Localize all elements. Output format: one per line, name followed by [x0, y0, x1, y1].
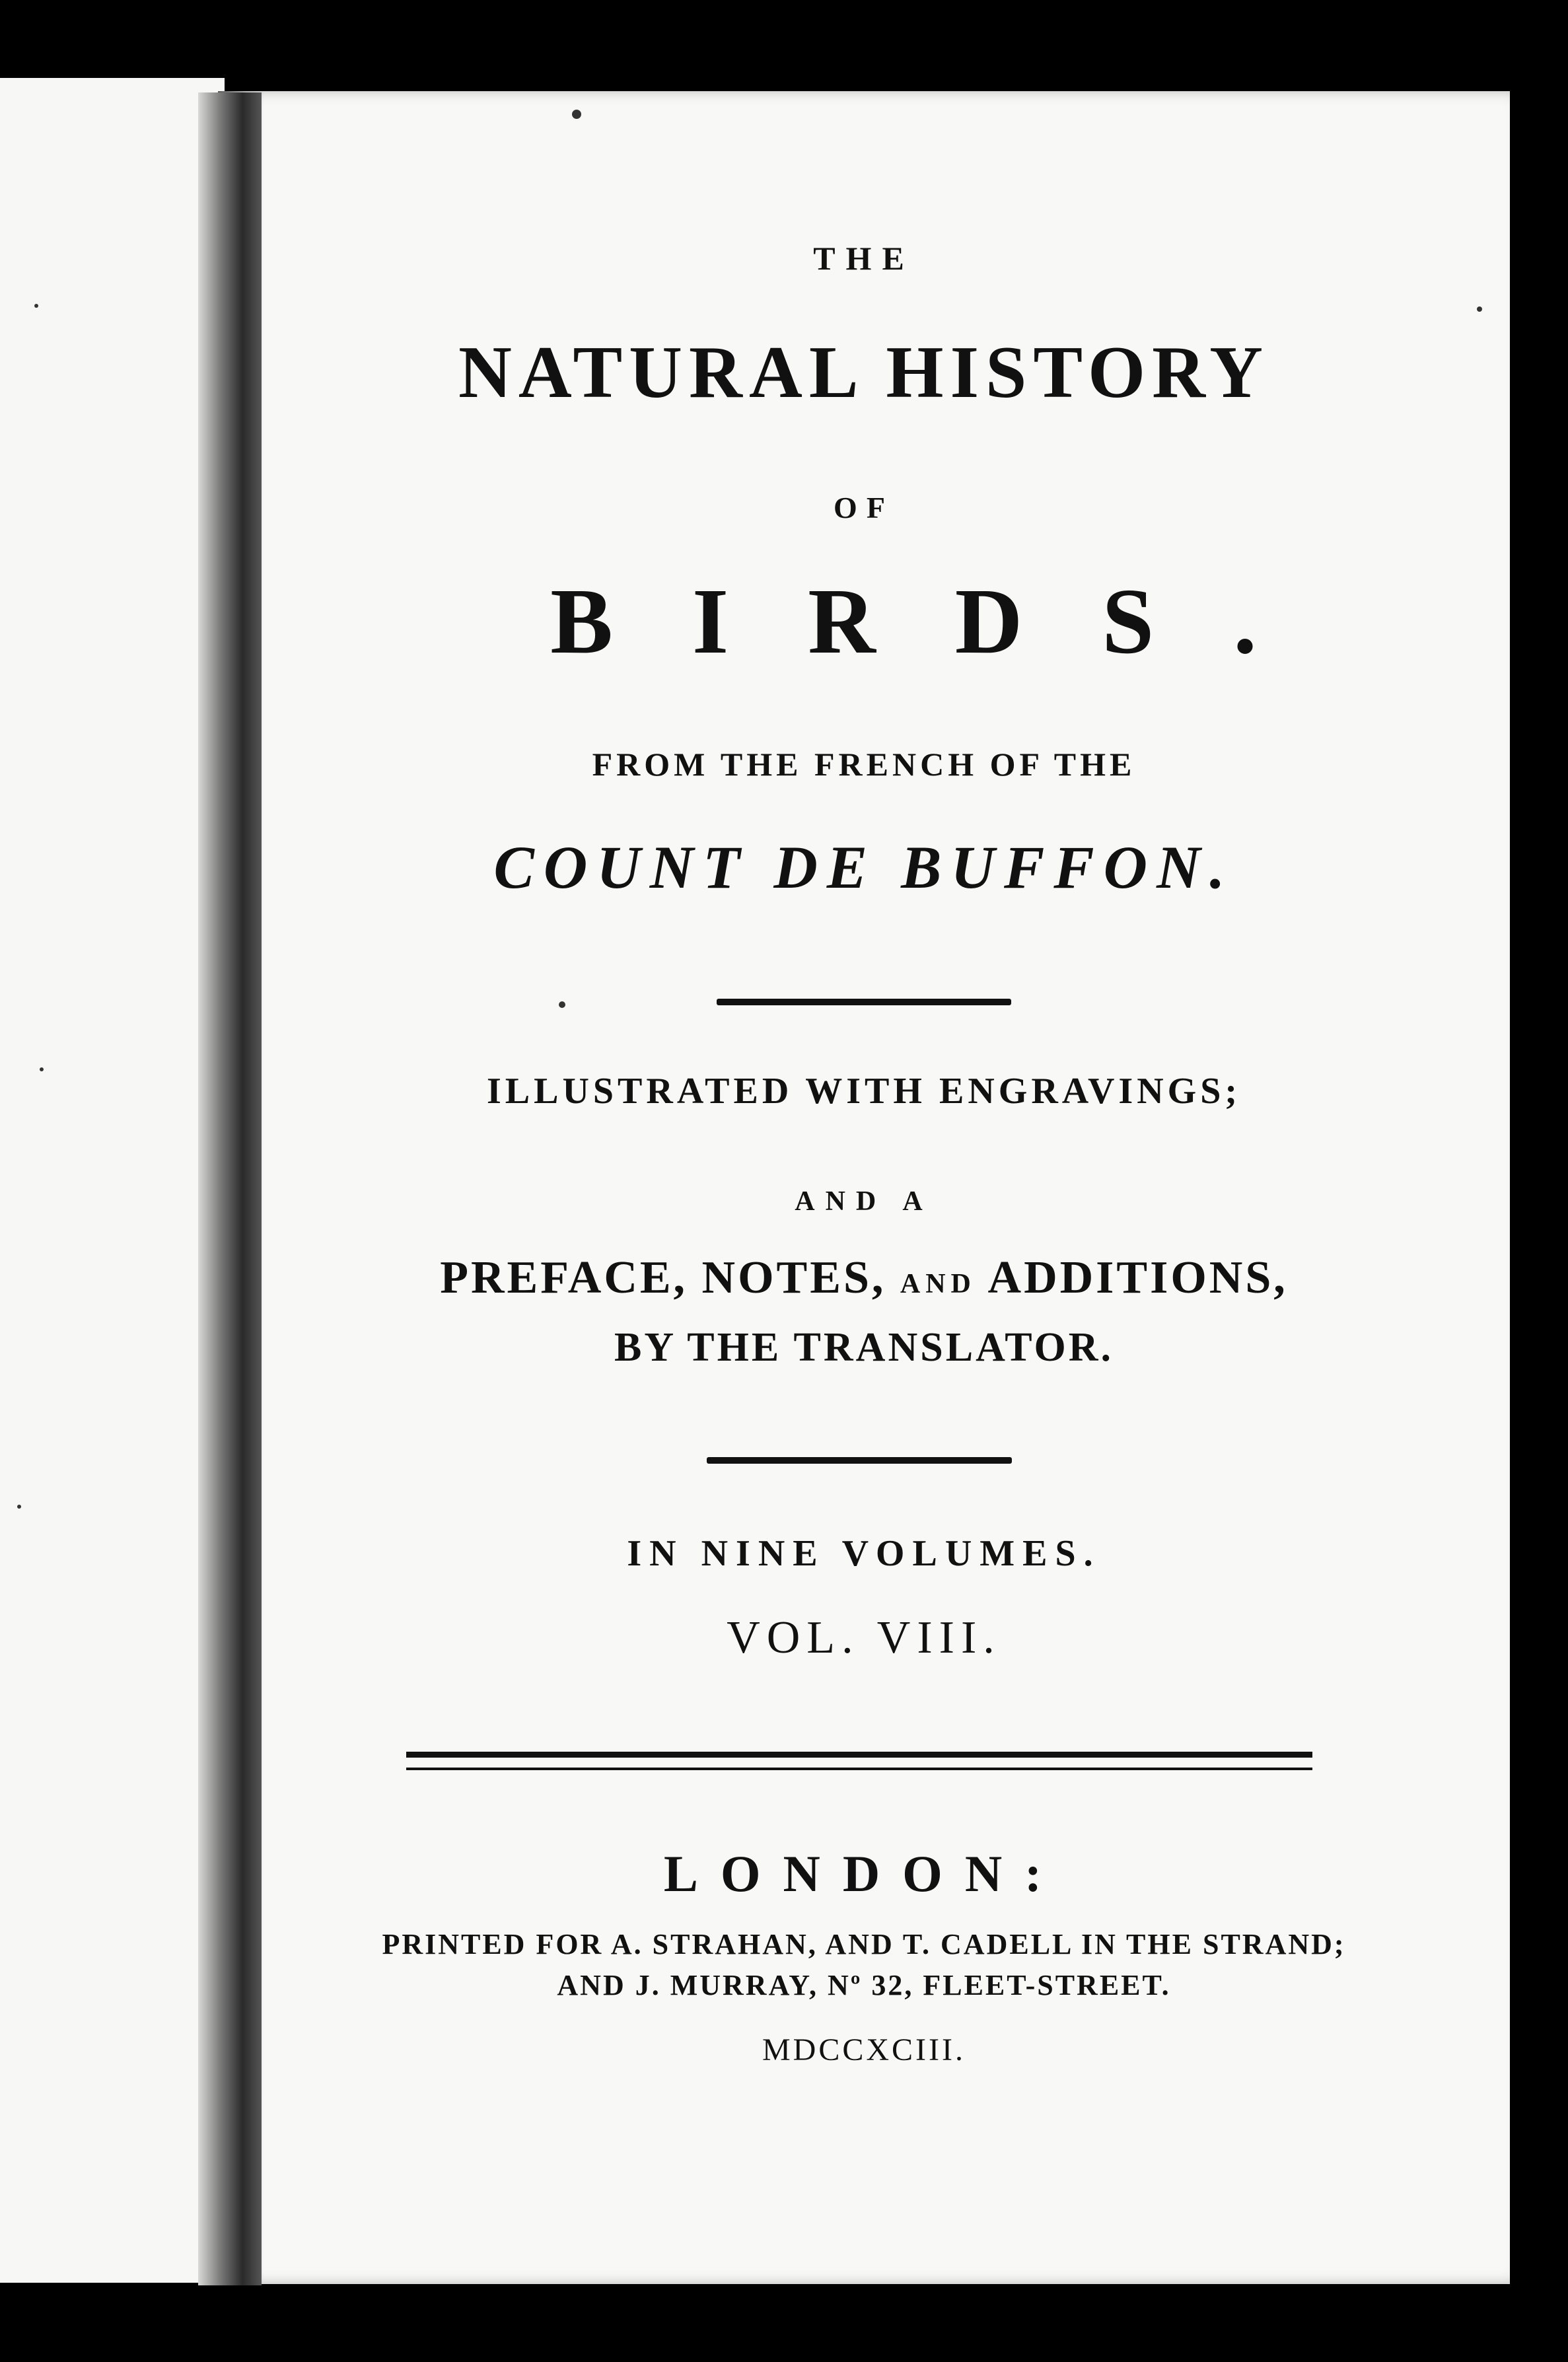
ink-speck	[572, 110, 581, 119]
title-of: OF	[834, 491, 894, 524]
publication-year: MDCCXCIII.	[762, 2032, 966, 2067]
imprint-murray: AND J. MURRAY, Nº 32, FLEET-STREET.	[557, 1969, 1171, 2001]
ink-speck	[1477, 306, 1482, 312]
title-birds: BIRDS.	[550, 569, 1336, 673]
preface-and: AND	[900, 1269, 976, 1299]
ornamental-rule-middle	[707, 1457, 1012, 1464]
title-the: THE	[813, 240, 915, 277]
double-rule-thick	[406, 1752, 1312, 1758]
ink-speck	[17, 1505, 21, 1509]
illustrated-line: ILLUSTRATED WITH ENGRAVINGS;	[486, 1071, 1242, 1112]
double-rule-thin	[406, 1768, 1312, 1770]
ink-speck	[559, 1001, 565, 1008]
left-page-edge	[0, 78, 225, 2283]
imprint-city: LONDON:	[663, 1845, 1065, 1902]
ink-speck	[34, 304, 38, 308]
volume-number: VOL. VIII.	[727, 1612, 1001, 1663]
title-natural-history: NATURAL HISTORY	[458, 332, 1269, 413]
ornamental-rule-top	[717, 999, 1011, 1005]
preface-part-1: PREFACE, NOTES,	[440, 1252, 886, 1303]
ink-speck	[40, 1067, 44, 1071]
author-count-de-buffon: COUNT DE BUFFON.	[493, 834, 1234, 901]
nine-volumes-line: IN NINE VOLUMES.	[627, 1533, 1101, 1574]
translator-line: BY THE TRANSLATOR.	[614, 1325, 1114, 1370]
imprint-printers: PRINTED FOR A. STRAHAN, AND T. CADELL IN THE STRAND;	[382, 1928, 1346, 1960]
and-a-line: AND A	[795, 1186, 933, 1217]
from-french-line: FROM THE FRENCH OF THE	[592, 746, 1136, 783]
preface-line	[218, 1252, 1510, 1305]
preface-part-2: ADDITIONS,	[987, 1252, 1288, 1303]
